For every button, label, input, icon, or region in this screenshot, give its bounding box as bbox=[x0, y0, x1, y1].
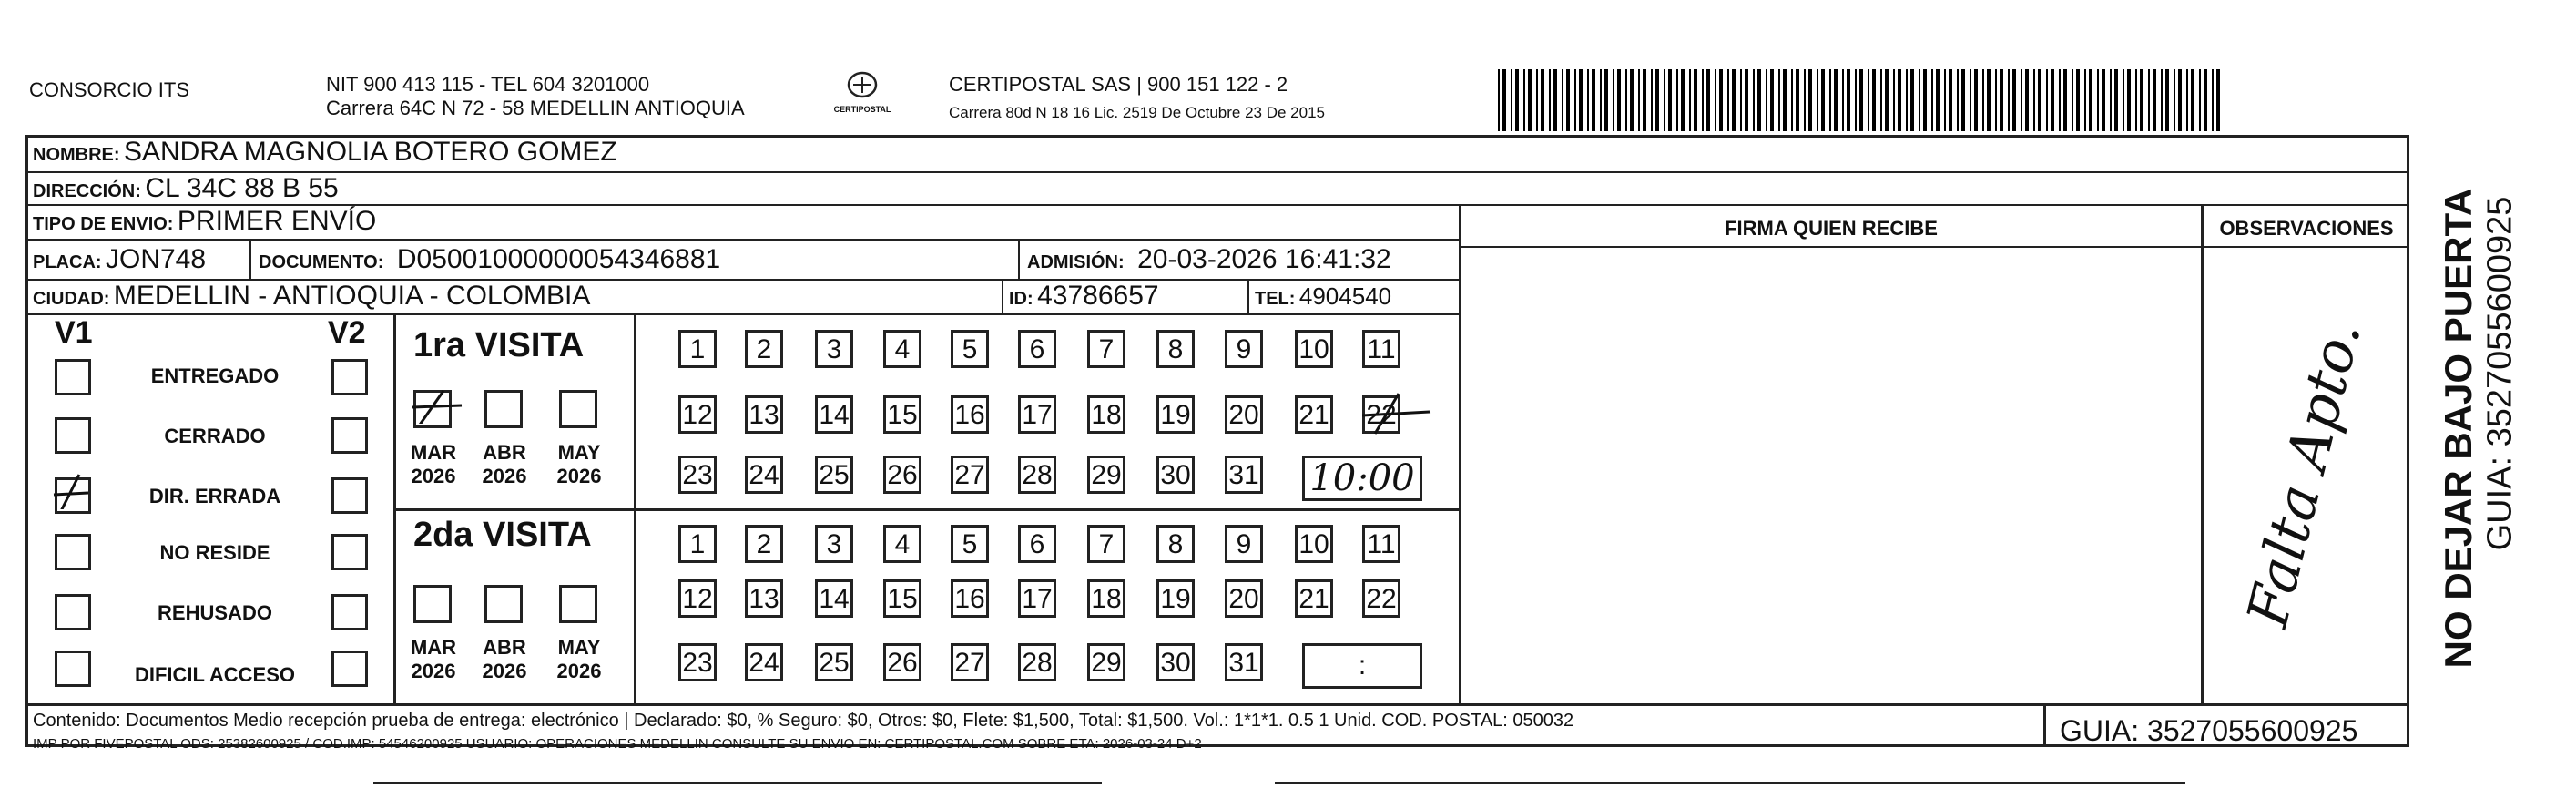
second-visit-day-11[interactable]: 11 bbox=[1362, 525, 1400, 563]
tel-row bbox=[1255, 282, 1391, 311]
first-visit-month-abr[interactable] bbox=[484, 390, 523, 428]
certipostal-license: Carrera 80d N 18 16 Lic. 2519 De Octubre 23 De 2015 bbox=[949, 104, 1325, 121]
second-visit-day-12[interactable]: 12 bbox=[678, 579, 717, 618]
placa-row bbox=[33, 244, 206, 275]
v2-checkbox-no-reside[interactable] bbox=[331, 534, 368, 570]
first-visit-day-11[interactable]: 11 bbox=[1362, 330, 1400, 368]
direccion-label: DIRECCIÓN: bbox=[33, 181, 141, 201]
second-visit-day-5[interactable]: 5 bbox=[951, 525, 989, 563]
signature-area[interactable] bbox=[1461, 248, 2201, 703]
placa-value: JON748 bbox=[106, 244, 207, 274]
first-visit-abr-label: ABR 2026 bbox=[482, 441, 527, 487]
v2-checkbox-rehusado[interactable] bbox=[331, 594, 368, 630]
first-visit-day-9[interactable]: 9 bbox=[1225, 330, 1263, 368]
second-visit-day-28[interactable]: 28 bbox=[1018, 643, 1056, 681]
first-visit-day-14[interactable]: 14 bbox=[815, 395, 853, 434]
side-guia: GUIA: 3527055600925 bbox=[2480, 196, 2520, 551]
second-visit-day-10[interactable]: 10 bbox=[1295, 525, 1333, 563]
second-visit-day-6[interactable]: 6 bbox=[1018, 525, 1056, 563]
firma-header: FIRMA QUIEN RECIBE bbox=[1725, 217, 1938, 240]
observation-handwriting: Falta Apto. bbox=[2234, 313, 2374, 634]
second-visit-day-29[interactable]: 29 bbox=[1087, 643, 1125, 681]
second-visit-day-26[interactable]: 26 bbox=[883, 643, 921, 681]
first-visit-day-7[interactable]: 7 bbox=[1087, 330, 1125, 368]
first-visit-day-30[interactable]: 30 bbox=[1156, 456, 1195, 494]
second-visit-day-3[interactable]: 3 bbox=[815, 525, 853, 563]
second-visit-day-16[interactable]: 16 bbox=[951, 579, 989, 618]
observaciones-header: OBSERVACIONES bbox=[2219, 217, 2394, 240]
first-visit-day-19[interactable]: 19 bbox=[1156, 395, 1195, 434]
second-visit-day-22[interactable]: 22 bbox=[1362, 579, 1400, 618]
first-visit-day-18[interactable]: 18 bbox=[1087, 395, 1125, 434]
first-visit-day-16[interactable]: 16 bbox=[951, 395, 989, 434]
checkmark-icon bbox=[52, 473, 88, 509]
admision-label: ADMISIÓN: bbox=[1027, 252, 1125, 272]
second-visit-day-23[interactable]: 23 bbox=[678, 643, 717, 681]
ciudad-label: CIUDAD: bbox=[33, 289, 110, 309]
second-visit-day-17[interactable]: 17 bbox=[1018, 579, 1056, 618]
first-visit-day-4[interactable]: 4 bbox=[883, 330, 921, 368]
first-visit-day-2[interactable]: 2 bbox=[745, 330, 783, 368]
first-visit-day-25[interactable]: 25 bbox=[815, 456, 853, 494]
company-name: CONSORCIO ITS bbox=[29, 78, 190, 101]
v1-header: V1 bbox=[55, 315, 93, 350]
day-22-strike-mark bbox=[1362, 392, 1435, 442]
certipostal-info: CERTIPOSTAL SAS | 900 151 122 - 2 bbox=[949, 73, 1288, 96]
v1-checkbox-dir-errada[interactable] bbox=[55, 477, 91, 514]
status-label-dir-errada: DIR. ERRADA bbox=[148, 485, 281, 507]
nombre-label: NOMBRE: bbox=[33, 145, 120, 165]
footer-guia: GUIA: 3527055600925 bbox=[2060, 714, 2358, 747]
footer-imp-line: IMP POR FIVEPOSTAL ODS: 25382600925 / COD.IMP: 54546200925 USUARIO: OPERACIONES MEDELLIN CONSULTE SU ENVIO EN: CERTIPOSTAL.COM SOBRE ETA: 2026-03-24 D+2 bbox=[33, 736, 1202, 752]
second-visit-time[interactable]: : bbox=[1302, 643, 1422, 689]
first-visit-day-28[interactable]: 28 bbox=[1018, 456, 1056, 494]
second-visit-title: 2da VISITA bbox=[413, 516, 592, 554]
v1-checkbox-cerrado[interactable] bbox=[55, 417, 91, 454]
status-label-rehusado: REHUSADO bbox=[158, 601, 272, 624]
first-visit-day-29[interactable]: 29 bbox=[1087, 456, 1125, 494]
second-visit-day-27[interactable]: 27 bbox=[951, 643, 989, 681]
first-visit-day-5[interactable]: 5 bbox=[951, 330, 989, 368]
second-visit-month-may[interactable] bbox=[559, 585, 597, 623]
documento-row bbox=[259, 244, 720, 275]
second-visit-month-abr[interactable] bbox=[484, 585, 523, 623]
v2-checkbox-dificil-acceso[interactable] bbox=[331, 651, 368, 687]
second-visit-day-4[interactable]: 4 bbox=[883, 525, 921, 563]
second-visit-mar-label: MAR 2026 bbox=[410, 636, 457, 682]
first-visit-day-31[interactable]: 31 bbox=[1225, 456, 1263, 494]
second-visit-abr-label: ABR 2026 bbox=[482, 636, 527, 682]
first-visit-day-15[interactable]: 15 bbox=[883, 395, 921, 434]
documento-value: D05001000000054346881 bbox=[396, 244, 721, 274]
first-visit-title: 1ra VISITA bbox=[413, 326, 585, 364]
second-visit-day-7[interactable]: 7 bbox=[1087, 525, 1125, 563]
second-visit-day-13[interactable]: 13 bbox=[745, 579, 783, 618]
second-visit-day-18[interactable]: 18 bbox=[1087, 579, 1125, 618]
v1-checkbox-no-reside[interactable] bbox=[55, 534, 91, 570]
tel-value: 4904540 bbox=[1298, 282, 1392, 310]
status-label-entregado: ENTREGADO bbox=[150, 364, 280, 387]
first-visit-may-label: MAY 2026 bbox=[556, 441, 602, 487]
first-visit-day-22[interactable]: 22 bbox=[1362, 395, 1400, 434]
placa-label: PLACA: bbox=[33, 252, 102, 272]
first-visit-day-23[interactable]: 23 bbox=[678, 456, 717, 494]
second-visit-month-mar[interactable] bbox=[413, 585, 452, 623]
second-visit-may-label: MAY 2026 bbox=[556, 636, 602, 682]
nombre-row bbox=[33, 137, 617, 168]
first-visit-time[interactable]: 10:00 bbox=[1302, 456, 1422, 501]
first-visit-day-10[interactable]: 10 bbox=[1295, 330, 1333, 368]
logo-text: CERTIPOSTAL bbox=[833, 105, 891, 114]
first-visit-day-8[interactable]: 8 bbox=[1156, 330, 1195, 368]
documento-label: DOCUMENTO: bbox=[259, 252, 384, 272]
admision-row bbox=[1027, 244, 1391, 275]
v2-checkbox-dir-errada[interactable] bbox=[331, 477, 368, 514]
tipo-value: PRIMER ENVÍO bbox=[177, 206, 377, 236]
id-label: ID: bbox=[1009, 289, 1033, 309]
direccion-row bbox=[33, 173, 339, 204]
logo-icon bbox=[844, 69, 881, 100]
status-label-dificil-acceso: DIFICIL ACCESO bbox=[134, 663, 295, 686]
status-label-no-reside: NO RESIDE bbox=[159, 541, 270, 564]
v1-checkbox-rehusado[interactable] bbox=[55, 594, 91, 630]
first-visit-month-mar[interactable] bbox=[413, 390, 452, 428]
company-address: Carrera 64C N 72 - 58 MEDELLIN ANTIOQUIA bbox=[326, 97, 745, 119]
first-visit-day-3[interactable]: 3 bbox=[815, 330, 853, 368]
second-visit-day-20[interactable]: 20 bbox=[1225, 579, 1263, 618]
first-visit-day-27[interactable]: 27 bbox=[951, 456, 989, 494]
barcode bbox=[1498, 69, 2226, 135]
second-visit-day-19[interactable]: 19 bbox=[1156, 579, 1195, 618]
direccion-value: CL 34C 88 B 55 bbox=[145, 173, 339, 203]
certipostal-logo bbox=[830, 69, 894, 114]
v2-checkbox-entregado[interactable] bbox=[331, 359, 368, 395]
second-visit-day-9[interactable]: 9 bbox=[1225, 525, 1263, 563]
v1-checkbox-dificil-acceso[interactable] bbox=[55, 651, 91, 687]
second-visit-day-31[interactable]: 31 bbox=[1225, 643, 1263, 681]
second-visit-day-14[interactable]: 14 bbox=[815, 579, 853, 618]
second-visit-day-21[interactable]: 21 bbox=[1295, 579, 1333, 618]
first-visit-day-21[interactable]: 21 bbox=[1295, 395, 1333, 434]
id-value: 43786657 bbox=[1037, 281, 1159, 311]
tipo-row bbox=[33, 206, 376, 237]
id-row bbox=[1009, 281, 1159, 312]
first-visit-day-6[interactable]: 6 bbox=[1018, 330, 1056, 368]
nombre-value: SANDRA MAGNOLIA BOTERO GOMEZ bbox=[124, 137, 617, 167]
first-visit-day-1[interactable]: 1 bbox=[678, 330, 717, 368]
first-visit-day-26[interactable]: 26 bbox=[883, 456, 921, 494]
first-visit-mar-label: MAR 2026 bbox=[410, 441, 457, 487]
second-visit-day-2[interactable]: 2 bbox=[745, 525, 783, 563]
status-label-cerrado: CERRADO bbox=[164, 425, 266, 447]
second-visit-day-25[interactable]: 25 bbox=[815, 643, 853, 681]
second-visit-day-30[interactable]: 30 bbox=[1156, 643, 1195, 681]
footer-content-line: Contenido: Documentos Medio recepción prueba de entrega: electrónico | Declarado: $0, % Seguro: $0, Otros: $0, Flete: $1,500, Total: $1,500. Vol.: 1*1*1. 0.5 1 Unid. COD. POSTAL: 050032 bbox=[33, 711, 1574, 731]
first-visit-day-12[interactable]: 12 bbox=[678, 395, 717, 434]
ciudad-row bbox=[33, 281, 590, 312]
first-visit-day-13[interactable]: 13 bbox=[745, 395, 783, 434]
v2-header: V2 bbox=[328, 315, 366, 350]
tel-label: TEL: bbox=[1255, 289, 1296, 309]
checkmark-icon bbox=[412, 387, 467, 424]
second-visit-day-24[interactable]: 24 bbox=[745, 643, 783, 681]
tipo-label: TIPO DE ENVIO: bbox=[33, 214, 174, 234]
v1-checkbox-entregado[interactable] bbox=[55, 359, 91, 395]
second-visit-day-15[interactable]: 15 bbox=[883, 579, 921, 618]
first-visit-day-24[interactable]: 24 bbox=[745, 456, 783, 494]
no-dejar-bajo-puerta: NO DEJAR BAJO PUERTA bbox=[2437, 188, 2479, 669]
second-visit-day-8[interactable]: 8 bbox=[1156, 525, 1195, 563]
first-visit-day-17[interactable]: 17 bbox=[1018, 395, 1056, 434]
first-visit-day-20[interactable]: 20 bbox=[1225, 395, 1263, 434]
company-nit: NIT 900 413 115 - TEL 604 3201000 bbox=[326, 73, 650, 96]
v2-checkbox-cerrado[interactable] bbox=[331, 417, 368, 454]
first-visit-month-may[interactable] bbox=[559, 390, 597, 428]
second-visit-day-1[interactable]: 1 bbox=[678, 525, 717, 563]
admision-value: 20-03-2026 16:41:32 bbox=[1137, 244, 1391, 274]
ciudad-value: MEDELLIN - ANTIOQUIA - COLOMBIA bbox=[113, 281, 591, 311]
